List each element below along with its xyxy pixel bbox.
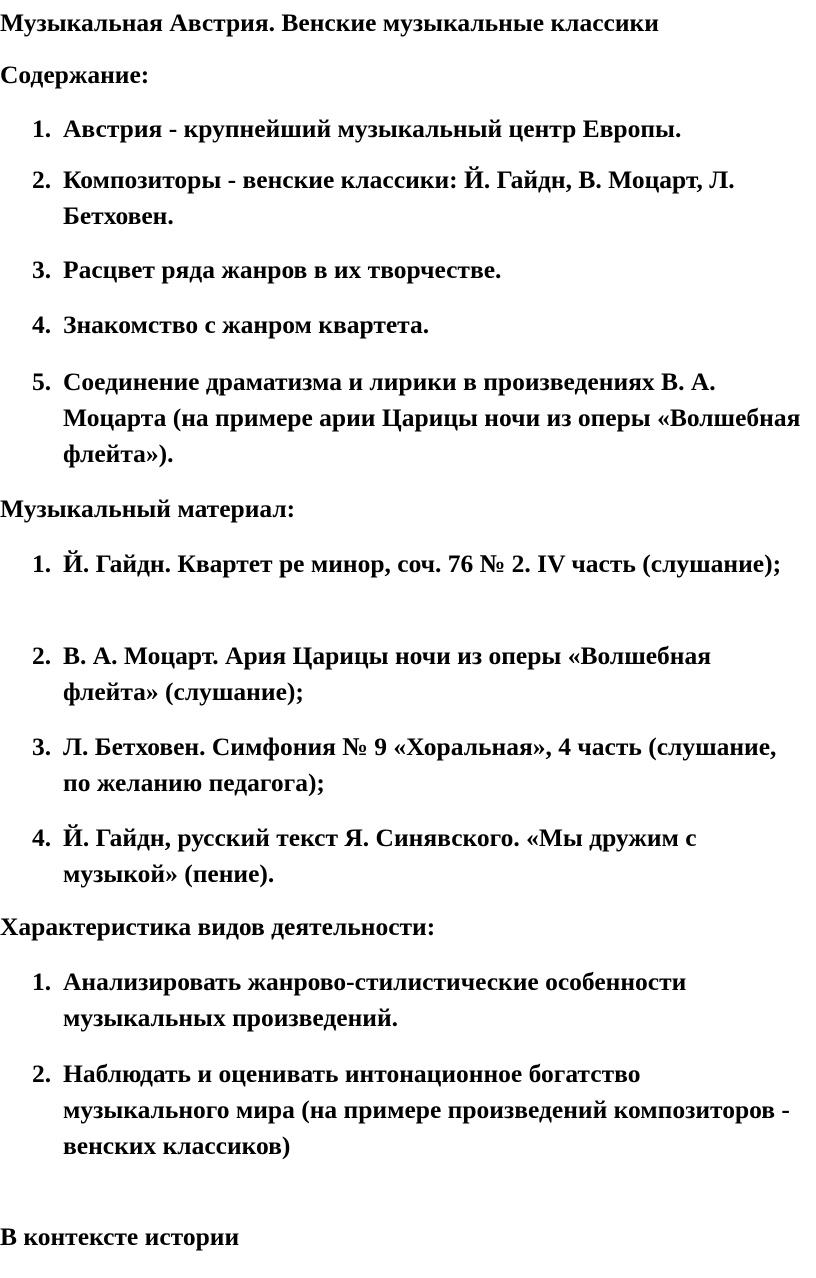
list-item-number: 1.	[32, 114, 52, 143]
list-item-text: Знакомство с жанром квартета.	[63, 310, 430, 339]
list-item-text: Й. Гайдн, русский текст Я. Синявского. «Мы дружим с музыкой» (пение).	[63, 823, 697, 888]
list-item-text: Расцвет ряда жанров в их творчестве.	[63, 255, 502, 284]
list-item-number: 1.	[32, 549, 52, 578]
list-item-text: Й. Гайдн. Квартет ре минор, соч. 76 № 2. IV часть (слушание);	[63, 549, 782, 578]
list-item-number: 3.	[32, 732, 52, 761]
list-item-number: 2.	[32, 165, 52, 194]
list-item-number: 2.	[32, 641, 52, 670]
list-item-text: Композиторы - венские классики: Й. Гайдн, В. Моцарт, Л. Бетховен.	[63, 165, 735, 230]
list-item-number: 1.	[32, 967, 52, 996]
section-heading-history: В контексте истории	[0, 1222, 240, 1251]
list-item-text: Австрия - крупнейший музыкальный центр Европы.	[63, 114, 682, 143]
list-item-number: 2.	[32, 1059, 52, 1088]
list-item-text: Л. Бетховен. Симфония № 9 «Хоральная», 4 часть (слушание, по желанию педагога);	[63, 732, 777, 797]
list-item-number: 3.	[32, 255, 52, 284]
list-item-number: 4.	[32, 310, 52, 339]
list-item-number: 4.	[32, 823, 52, 852]
section-heading-activities: Характеристика видов деятельности:	[0, 912, 436, 941]
document-title: Музыкальная Австрия. Венские музыкальные классики	[0, 8, 659, 37]
list-item-number: 5.	[32, 367, 52, 396]
list-item-text: В. А. Моцарт. Ария Царицы ночи из оперы «Волшебная флейта» (слушание);	[63, 641, 712, 706]
section-heading-contents: Содержание:	[0, 60, 150, 89]
list-item-text: Наблюдать и оценивать интонационное богатство музыкального мира (на примере произведений композиторов - венских классиков)	[63, 1059, 790, 1160]
list-item-text: Анализировать жанрово-стилистические особенности музыкальных произведений.	[63, 967, 687, 1032]
section-heading-material: Музыкальный материал:	[0, 494, 296, 523]
list-item-text: Соединение драматизма и лирики в произведениях В. А. Моцарта (на примере арии Царицы ночи из оперы «Волшебная флейта»).	[63, 367, 801, 468]
